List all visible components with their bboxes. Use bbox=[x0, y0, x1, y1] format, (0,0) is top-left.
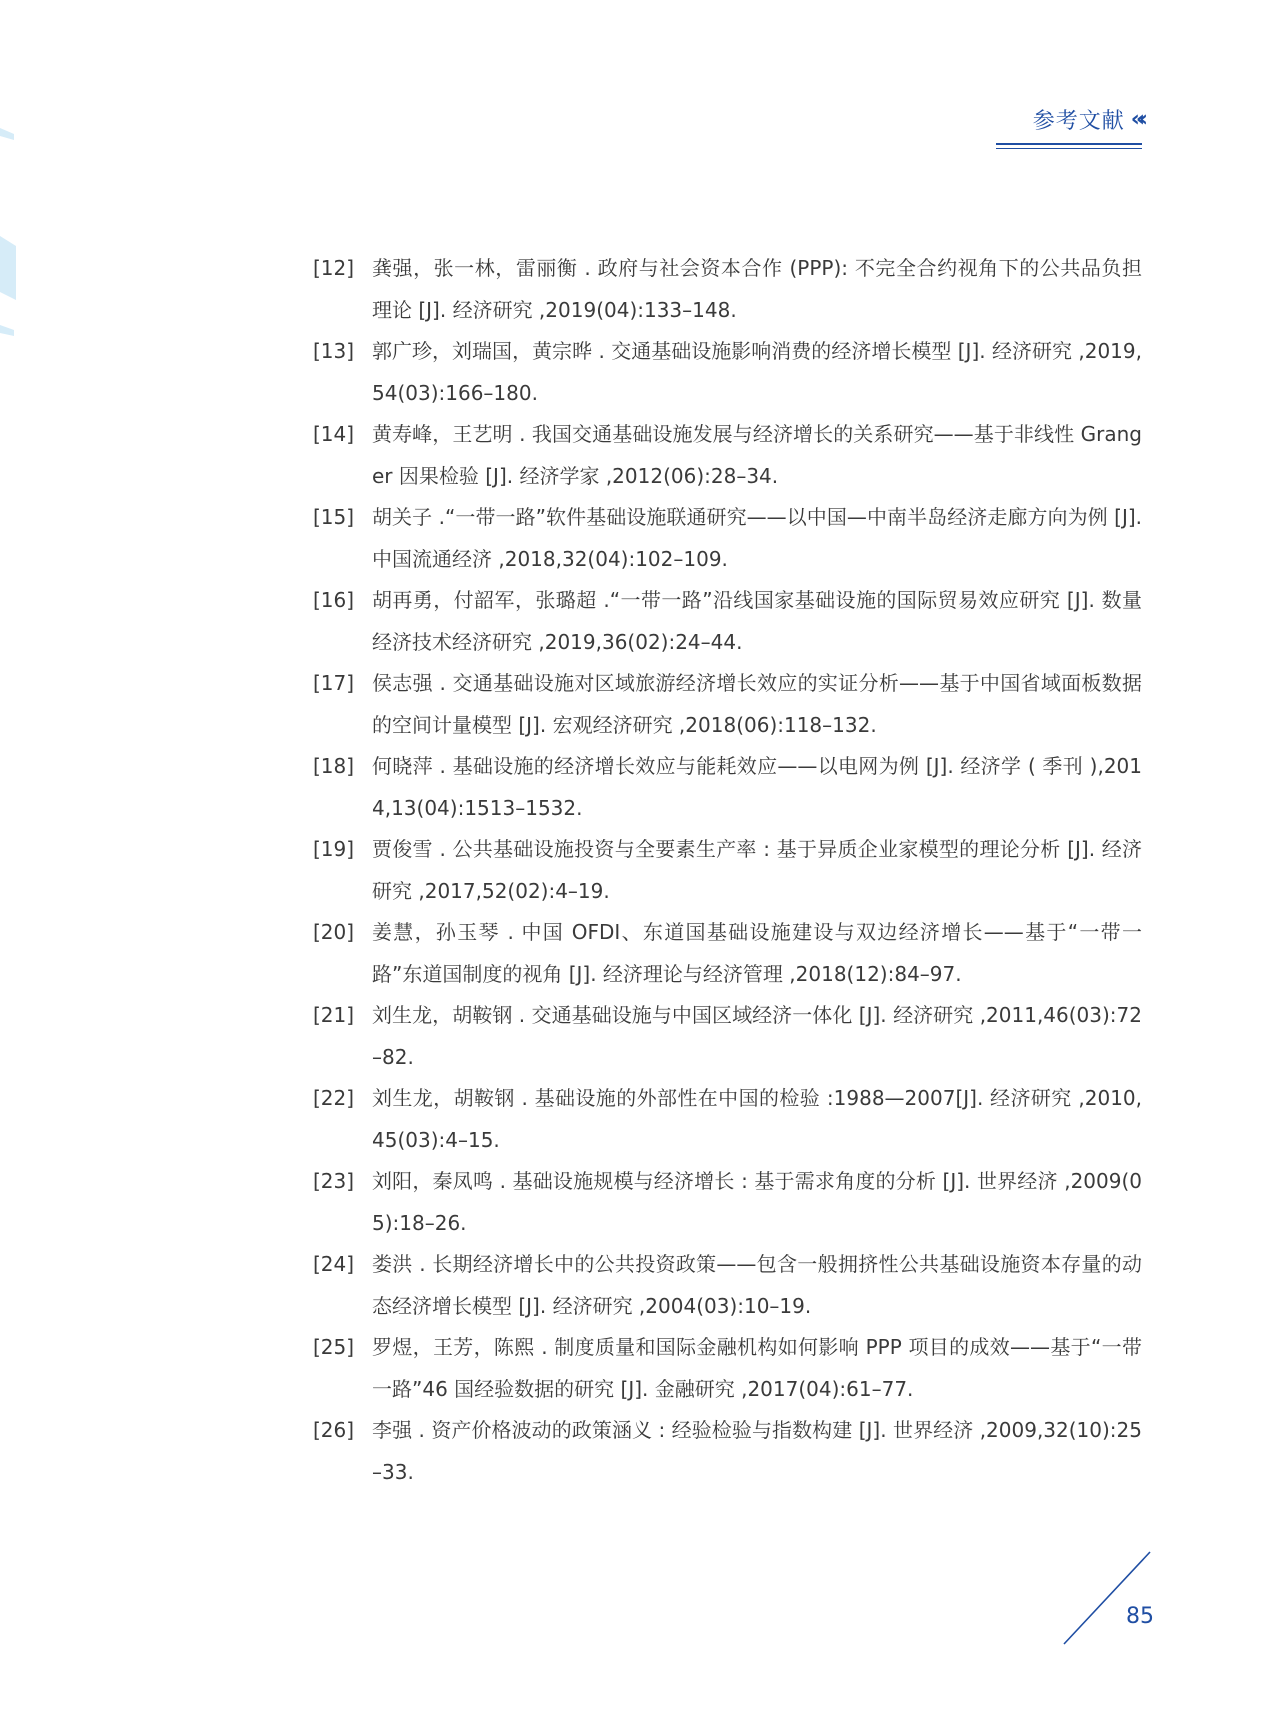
section-title: 参考文献 bbox=[1032, 109, 1125, 134]
reference-text: 胡关子 .“一带一路”软件基础设施联通研究——以中国—中南半岛经济走廊方向为例 [J]. 中国流通经济 ,2018,32(04):102–109. bbox=[372, 505, 1142, 571]
edge-stripe-2 bbox=[0, 236, 16, 300]
reference-item bbox=[313, 1410, 1142, 1493]
reference-number: [14] bbox=[313, 422, 355, 446]
reference-number: [15] bbox=[313, 505, 355, 529]
reference-number: [17] bbox=[313, 671, 355, 695]
page-corner-slash bbox=[1062, 1548, 1152, 1648]
reference-text: 罗煜，王芳，陈熙 . 制度质量和国际金融机构如何影响 PPP 项目的成效——基于“一带一路”46 国经验数据的研究 [J]. 金融研究 ,2017(04):61–77. bbox=[372, 1335, 1142, 1401]
reference-number: [25] bbox=[313, 1335, 355, 1359]
reference-item bbox=[313, 497, 1142, 580]
page-number: 85 bbox=[1126, 1604, 1154, 1629]
reference-number: [12] bbox=[313, 256, 355, 280]
reference-item bbox=[313, 829, 1142, 912]
reference-number: [23] bbox=[313, 1169, 355, 1193]
reference-item bbox=[313, 1161, 1142, 1244]
reference-text: 娄洪 . 长期经济增长中的公共投资政策——包含一般拥挤性公共基础设施资本存量的动态经济增长模型 [J]. 经济研究 ,2004(03):10–19. bbox=[372, 1252, 1142, 1318]
reference-item bbox=[313, 995, 1142, 1078]
reference-item bbox=[313, 1078, 1142, 1161]
edge-stripe-3 bbox=[0, 325, 14, 336]
reference-text: 姜慧，孙玉琴 . 中国 OFDI、东道国基础设施建设与双边经济增长——基于“一带一路”东道国制度的视角 [J]. 经济理论与经济管理 ,2018(12):84–97. bbox=[372, 920, 1142, 986]
reference-number: [26] bbox=[313, 1418, 355, 1442]
reference-item bbox=[313, 248, 1142, 331]
reference-number: [21] bbox=[313, 1003, 355, 1027]
diagonal-slash bbox=[1064, 1552, 1150, 1644]
reference-number: [19] bbox=[313, 837, 355, 861]
reference-text: 胡再勇，付韶军，张璐超 .“一带一路”沿线国家基础设施的国际贸易效应研究 [J]. 数量经济技术经济研究 ,2019,36(02):24–44. bbox=[372, 588, 1142, 654]
reference-item bbox=[313, 414, 1142, 497]
reference-text: 李强 . 资产价格波动的政策涵义 : 经验检验与指数构建 [J]. 世界经济 ,2009,32(10):25–33. bbox=[372, 1418, 1142, 1484]
reference-list bbox=[313, 248, 1142, 1493]
reference-text: 刘阳，秦凤鸣 . 基础设施规模与经济增长 : 基于需求角度的分析 [J]. 世界经济 ,2009(05):18–26. bbox=[372, 1169, 1142, 1235]
reference-number: [18] bbox=[313, 754, 355, 778]
reference-item bbox=[313, 746, 1142, 829]
reference-item bbox=[313, 331, 1142, 414]
reference-number: [24] bbox=[313, 1252, 355, 1276]
reference-text: 侯志强 . 交通基础设施对区域旅游经济增长效应的实证分析——基于中国省域面板数据的空间计量模型 [J]. 宏观经济研究 ,2018(06):118–132. bbox=[372, 671, 1142, 737]
reference-item bbox=[313, 912, 1142, 995]
reference-text: 刘生龙，胡鞍钢 . 基础设施的外部性在中国的检验 :1988—2007[J]. 经济研究 ,2010,45(03):4–15. bbox=[372, 1086, 1142, 1152]
reference-number: [22] bbox=[313, 1086, 355, 1110]
header-rule-thin bbox=[996, 148, 1142, 149]
reference-text: 黄寿峰，王艺明 . 我国交通基础设施发展与经济增长的关系研究——基于非线性 Granger 因果检验 [J]. 经济学家 ,2012(06):28–34. bbox=[372, 422, 1142, 488]
reference-number: [13] bbox=[313, 339, 355, 363]
reference-item bbox=[313, 580, 1142, 663]
running-header bbox=[996, 104, 1142, 149]
reference-text: 刘生龙，胡鞍钢 . 交通基础设施与中国区域经济一体化 [J]. 经济研究 ,2011,46(03):72–82. bbox=[372, 1003, 1142, 1069]
reference-number: [16] bbox=[313, 588, 355, 612]
reference-item bbox=[313, 663, 1142, 746]
edge-stripe-1 bbox=[0, 128, 14, 140]
reference-text: 龚强，张一林，雷丽衡 . 政府与社会资本合作 (PPP): 不完全合约视角下的公共品负担理论 [J]. 经济研究 ,2019(04):133–148. bbox=[372, 256, 1142, 322]
reference-text: 贾俊雪 . 公共基础设施投资与全要素生产率 : 基于异质企业家模型的理论分析 [J]. 经济研究 ,2017,52(02):4–19. bbox=[372, 837, 1142, 903]
reference-item bbox=[313, 1244, 1142, 1327]
reference-number: [20] bbox=[313, 920, 355, 944]
reference-text: 何晓萍 . 基础设施的经济增长效应与能耗效应——以电网为例 [J]. 经济学 ( 季刊 ),2014,13(04):1513–1532. bbox=[372, 754, 1142, 820]
header-rule-thick bbox=[996, 143, 1142, 145]
reference-text: 郭广珍，刘瑞国，黄宗晔 . 交通基础设施影响消费的经济增长模型 [J]. 经济研究 ,2019,54(03):166–180. bbox=[372, 339, 1142, 405]
double-chevron-left-icon: «‹ bbox=[1130, 107, 1142, 132]
edge-decoration bbox=[0, 0, 40, 420]
reference-item bbox=[313, 1327, 1142, 1410]
